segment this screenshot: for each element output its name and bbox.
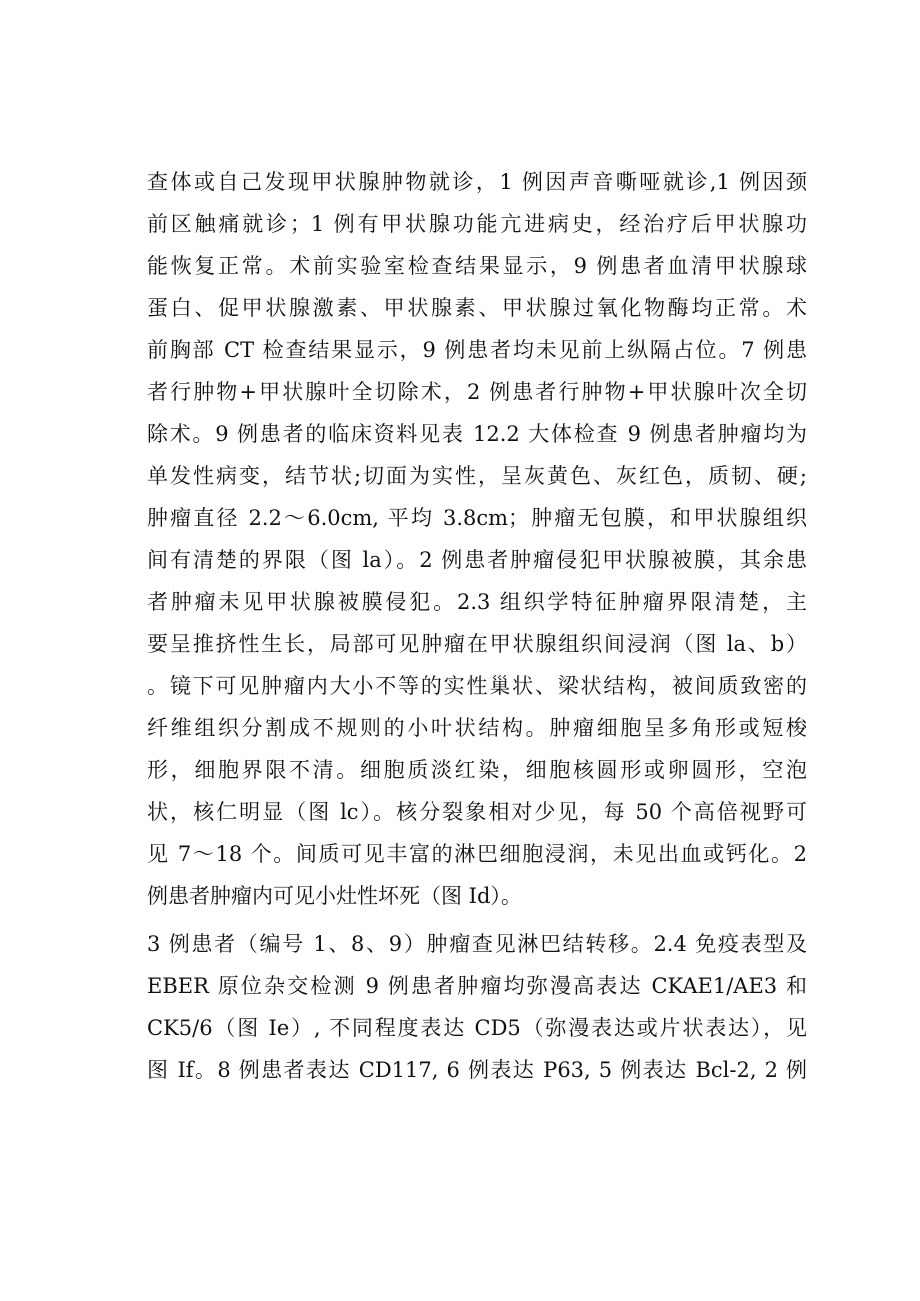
body-text-line: 者行肿物+甲状腺叶全切除术，2 例患者行肿物+甲状腺叶次全切 bbox=[147, 380, 807, 404]
body-text-line: 见 7～18 个。间质可见丰富的淋巴细胞浸润，未见出血或钙化。2 bbox=[147, 842, 807, 866]
body-text-line: 查体或自己发现甲状腺肿物就诊，1 例因声音嘶哑就诊,1 例因颈 bbox=[147, 170, 807, 194]
body-text-line: 形，细胞界限不清。细胞质淡红染，细胞核圆形或卵圆形，空泡 bbox=[147, 758, 807, 782]
body-text-line: 蛋白、促甲状腺激素、甲状腺素、甲状腺过氧化物酶均正常。术 bbox=[147, 296, 807, 320]
body-text-line: CK5/6（图 Ie）, 不同程度表达 CD5（弥漫表达或片状表达），见 bbox=[147, 1016, 807, 1040]
body-text-line: 单发性病变，结节状;切面为实性，呈灰黄色、灰红色，质韧、硬; bbox=[147, 464, 807, 488]
body-text-line: 间有清楚的界限（图 la）。2 例患者肿瘤侵犯甲状腺被膜，其余患 bbox=[147, 548, 807, 572]
body-text-line: 纤维组织分割成不规则的小叶状结构。肿瘤细胞呈多角形或短梭 bbox=[147, 716, 807, 740]
body-text-line: 。镜下可见肿瘤内大小不等的实性巢状、梁状结构，被间质致密的 bbox=[147, 674, 807, 698]
body-text-line: 3 例患者（编号 1、8、9）肿瘤查见淋巴结转移。2.4 免疫表型及 bbox=[147, 932, 807, 956]
body-text-line: 前胸部 CT 检查结果显示，9 例患者均未见前上纵隔占位。7 例患 bbox=[147, 338, 807, 362]
body-text-line: 除术。9 例患者的临床资料见表 12.2 大体检查 9 例患者肿瘤均为 bbox=[147, 422, 807, 446]
body-text-line: 要呈推挤性生长，局部可见肿瘤在甲状腺组织间浸润（图 la、b） bbox=[147, 632, 807, 656]
body-text-line: EBER 原位杂交检测 9 例患者肿瘤均弥漫高表达 CKAE1/AE3 和 bbox=[147, 974, 807, 998]
body-text-line: 图 If。8 例患者表达 CD117, 6 例表达 P63, 5 例表达 Bcl-2, 2 例 bbox=[147, 1058, 807, 1082]
body-text-line: 者肿瘤未见甲状腺被膜侵犯。2.3 组织学特征肿瘤界限清楚，主 bbox=[147, 590, 807, 614]
body-text-line: 肿瘤直径 2.2～6.0cm, 平均 3.8cm；肿瘤无包膜，和甲状腺组织 bbox=[147, 506, 807, 530]
body-text-line: 例患者肿瘤内可见小灶性坏死（图 Id）。 bbox=[147, 884, 522, 908]
body-text-line: 能恢复正常。术前实验室检查结果显示，9 例患者血清甲状腺球 bbox=[147, 254, 807, 278]
body-text-line: 状，核仁明显（图 lc）。核分裂象相对少见，每 50 个高倍视野可 bbox=[147, 800, 807, 824]
body-text-line: 前区触痛就诊；1 例有甲状腺功能亢进病史，经治疗后甲状腺功 bbox=[147, 212, 807, 236]
